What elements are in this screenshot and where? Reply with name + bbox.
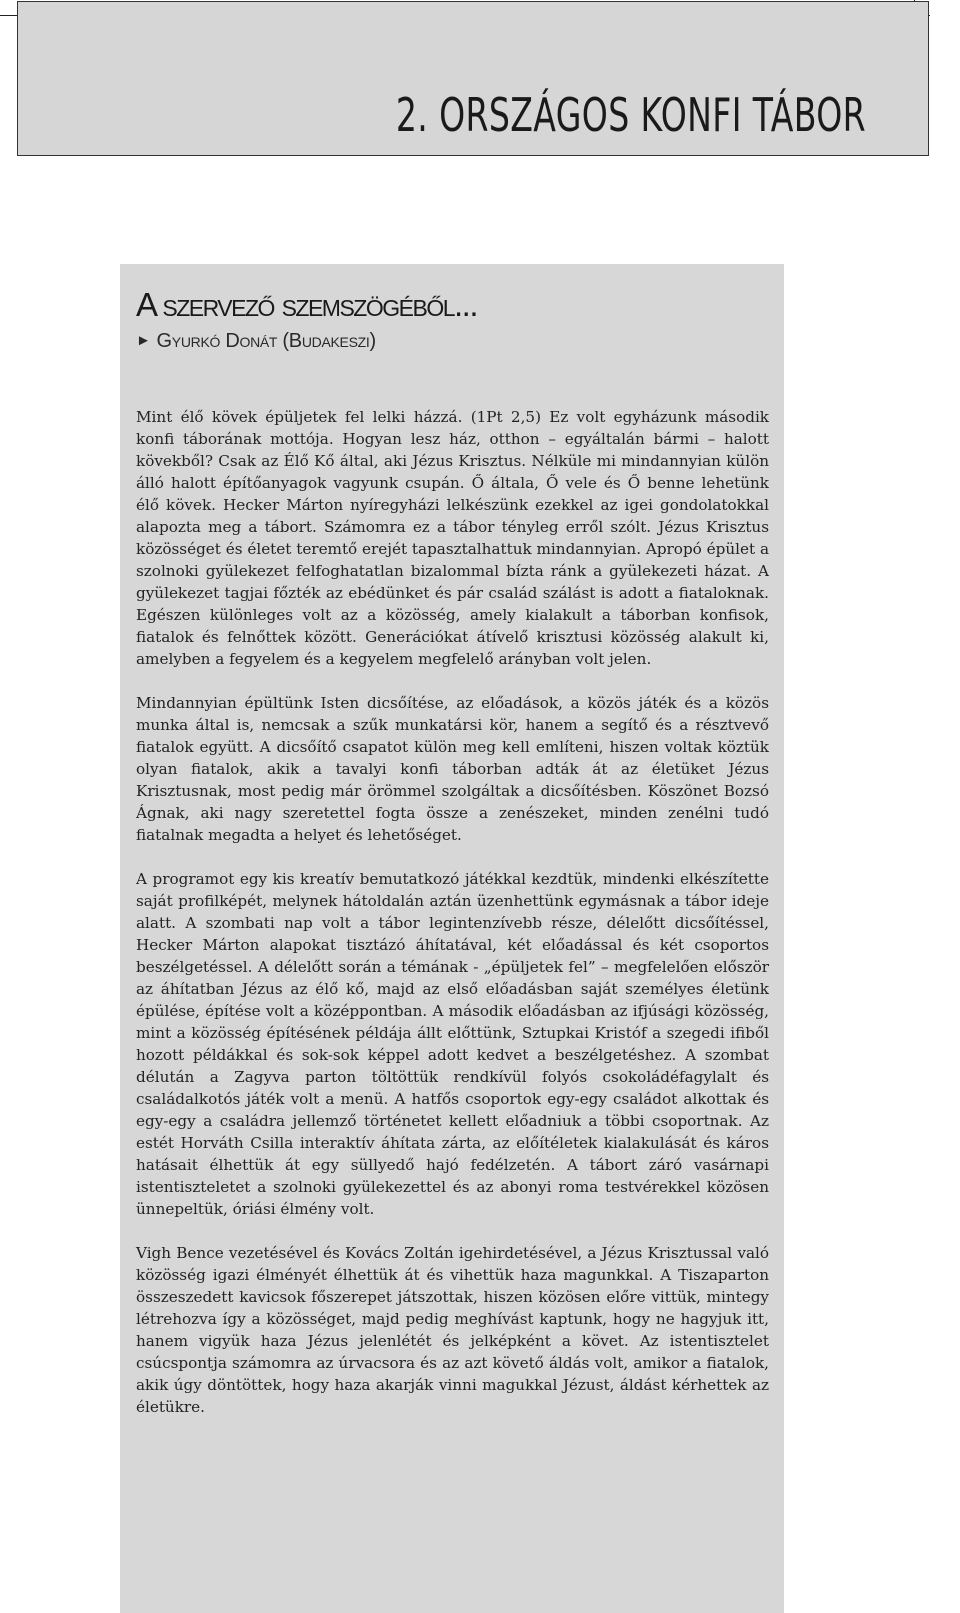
arrow-icon: ► — [136, 332, 151, 349]
paragraph-2: Mindannyian épültünk Isten dicsőítése, az előadások, a közös játék és a közös munka által is, nemcsak a szűk munkatársi kör, hanem a segítő és a résztvevő fiatalok együtt. A dicsőítő csapatot külön meg kell említeni, hiszen voltak köztük olyan fiatalok, akik a tavalyi konfi táborban adták át az életüket Jézus Krisztusnak, most pedig már örömmel szolgáltak a dicsőítésben. Köszönet Bozsó Ágnak, aki nagy szeretettel fogta össze a zenészeket, minden zenélni tudó fiatalnak megadta a helyet és lehetőséget. — [136, 694, 769, 844]
crop-mark-left — [0, 15, 17, 16]
author-line — [136, 330, 376, 353]
article-title: A szervező szemszögéből... — [136, 286, 478, 323]
article-panel — [120, 264, 784, 1613]
article-body — [136, 406, 769, 1440]
header-banner — [17, 1, 929, 156]
paragraph-4: Vigh Bence vezetésével és Kovács Zoltán igehirdetésével, a Jézus Krisztussal való közösség igazi élményét élhettük át és vihettük haza magunkkal. A Tiszaparton összeszedett kavicsok főszerepet játszottak, hiszen közösen előre vittük, mintegy létrehozva így a közösséget, majd pedig meghívást kaptunk, hogy ne hagyjuk itt, hanem vigyük haza Jézus jelenlétét és jelképként a követ. Az istentisztelet csúcspontja számomra az úrvacsora és az azt követő áldás volt, amikor a fiatalok, akik úgy döntöttek, hogy haza akarják vinni magukkal Jézust, áldást kérhettek az életükre. — [136, 1244, 769, 1416]
author-name: Gyurkó Donát (Budakeszi) — [156, 330, 376, 352]
paragraph-1: Mint élő kövek épüljetek fel lelki házzá. (1Pt 2,5) Ez volt egyházunk második konfi táborának mottója. Hogyan lesz ház, otthon – egyáltalán bármi – halott kövekből? Csak az Élő Kő által, aki Jézus Krisztus. Nélküle mi mindannyian külön álló halott építőanyagok vagyunk csupán. Ő általa, Ő vele és Ő benne lehetünk élő kövek. Hecker Márton nyíregyházi lelkészünk ezekkel az igei gondolatokkal alapozta meg a tábort. Számomra ez a tábor tényleg erről szólt. Jézus Krisztus közösséget és életet teremtő erejét tapasztalhattuk mindannyian. Apropó épület a szolnoki gyülekezet felfoghatatlan bizalommal bízta ránk a gyülekezeti házat. A gyülekezet tagjai főzték az ebédünket és pár család szálást is adott a fiataloknak. Egészen különleges volt az a közösség, amely kialakult a táborban konfisok, fiatalok és felnőttek között. Generációkat átívelő krisztusi közösség alakult ki, amelyben a fegyelem és a kegyelem megfelelő arányban volt jelen. — [136, 408, 769, 668]
header-title: 2. ORSZÁGOS KONFI TÁBOR — [395, 88, 866, 142]
paragraph-3: A programot egy kis kreatív bemutatkozó játékkal kezdtük, mindenki elkészítette saját profilképét, melynek hátoldalán aztán üzenhettünk egymásnak a tábor ideje alatt. A szombati nap volt a tábor legintenzívebb része, délelőtt dicsőítéssel, Hecker Márton alapokat tisztázó áhítatával, két előadással és két csoportos beszélgetéssel. A délelőtt során a témának - „épüljetek fel” – megfelelően először az áhítatban Jézus az élő kő, majd az első előadásban saját személyes életünk épülése, építése volt a középpontban. A második előadásban az ifjúsági közösség, mint a közösség építésének példája állt előttünk, Sztupkai Kristóf a szegedi ifiből hozott példákkal és sok-sok képpel adott kedvet a beszélgetéshez. A szombat délután a Zagyva parton töltöttük rendkívül folyós csokoládéfagylalt és családalkotós játék volt a menü. A hatfős csoportok egy-egy családot alkottak és egy-egy a családra jellemző történetet kellett előadniuk a többi csoportnak. Az estét Horváth Csilla interaktív áhítata zárta, az előítéletek kialakulását és káros hatásait élhettük át egy süllyedő hajó fedélzetén. A tábort záró vasárnapi istentiszteletet a szolnoki gyülekezettel és az abonyi roma testvérekkel közösen ünnepeltük, óriási élmény volt. — [136, 870, 769, 1218]
